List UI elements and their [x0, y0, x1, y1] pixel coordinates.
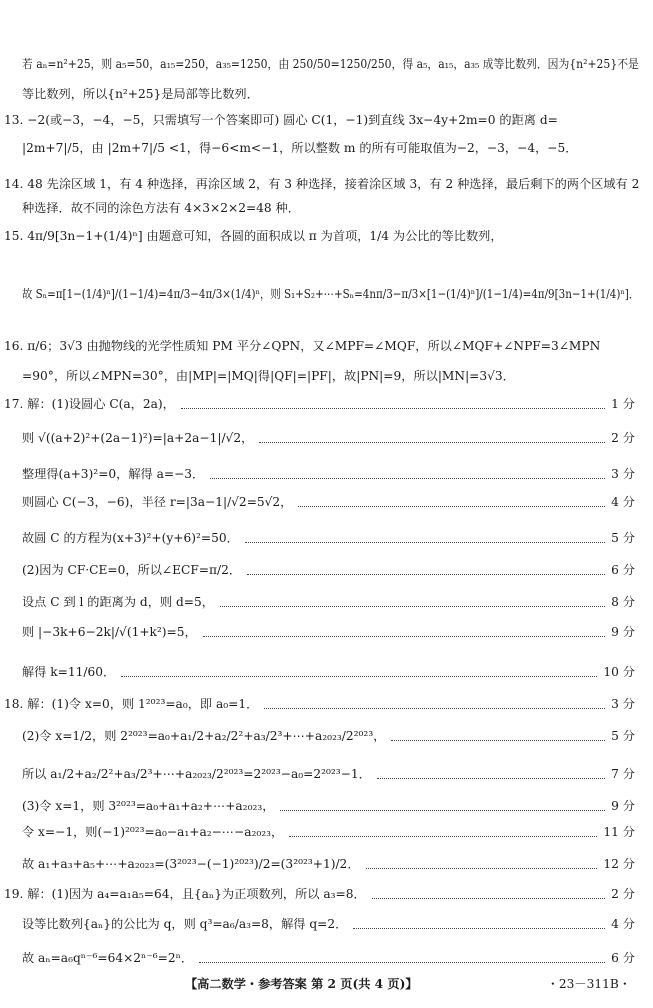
dotted-leader [210, 478, 605, 479]
solution-step: 设等比数列{aₙ}的公比为 q，则 q³=a₆/a₃=8，解得 q=2． [22, 917, 348, 931]
score-label: 5 分 [611, 531, 635, 545]
score-label: 6 分 [611, 563, 635, 577]
answer-line: 16. π/6；3√3 由抛物线的光学性质知 PM 平分∠QPN，又∠MPF=∠MQF，所以∠MQF+∠NPF=3∠MPN [4, 339, 601, 353]
solution-step: 故圆 C 的方程为(x+3)²+(y+6)²=50． [22, 531, 239, 545]
solution-step: 所以 a₁/2+a₂/2²+a₃/2³+⋯+a₂₀₂₃/2²⁰²³=2²⁰²³−a₀=2²⁰²³−1． [22, 767, 371, 781]
dotted-leader [259, 442, 605, 443]
dotted-leader [298, 506, 605, 507]
dotted-leader [245, 542, 605, 543]
solution-step: 则圆心 C(−3，−6)，半径 r=|3a−1|/√2=5√2， [22, 495, 293, 509]
dotted-leader [247, 574, 605, 575]
answer-line: 15. 4π/9[3n−1+(1/4)ⁿ] 由题意可知，各圆的面积成以 π 为首项，1/4 为公比的等比数列， [4, 229, 503, 243]
score-label: 7 分 [611, 767, 635, 781]
answer-line: 种选择．故不同的涂色方法有 4×3×2×2=48 种． [22, 201, 300, 215]
score-label: 10 分 [603, 665, 635, 679]
score-label: 4 分 [611, 917, 635, 931]
answer-line: |2m+7|/5，由 |2m+7|/5 <1，得−6<m<−1，所以整数 m 的所有可能取值为−2，−3，−4，−5． [22, 141, 578, 155]
page-footer [0, 975, 653, 991]
solution-step: 令 x=−1，则(−1)²⁰²³=a₀−a₁+a₂−⋯−a₂₀₂₃， [22, 825, 284, 839]
solution-step: (2)因为 CF·CE=0，所以∠ECF=π/2． [22, 563, 242, 577]
solution-step: 故 aₙ=a₆qⁿ⁻⁶=64×2ⁿ⁻⁶=2ⁿ． [22, 951, 194, 965]
solution-step: 故 a₁+a₃+a₅+⋯+a₂₀₂₃=(3²⁰²³−(−1)²⁰²³)/2=(3²⁰²³+1)/2． [22, 857, 360, 871]
score-label: 12 分 [603, 857, 635, 871]
score-label: 2 分 [611, 887, 635, 901]
dotted-leader [372, 898, 606, 899]
score-label: 3 分 [611, 467, 635, 481]
answer-line: 14. 48 先涂区域 1，有 4 种选择，再涂区域 2，有 3 种选择，接着涂区域 3，有 2 种选择，最后剩下的两个区域有 2 [4, 177, 640, 191]
dotted-leader [391, 740, 605, 741]
answer-line: 等比数列，所以{n²+25}是局部等比数列． [22, 87, 259, 101]
answer-line: 13. −2(或−3，−4，−5，只需填写一个答案即可) 圆心 C(1，−1)到直线 3x−4y+2m=0 的距离 d= [4, 113, 558, 127]
solution-step: 18. 解：(1)令 x=0，则 1²⁰²³=a₀，即 a₀=1． [4, 697, 259, 711]
score-label: 9 分 [611, 799, 635, 813]
solution-step: 解得 k=11/60． [22, 665, 116, 679]
score-label: 8 分 [611, 595, 635, 609]
score-label: 3 分 [611, 697, 635, 711]
dotted-leader [220, 606, 605, 607]
solution-step: 则 √((a+2)²+(2a−1)²)=|a+2a−1|/√2， [22, 431, 254, 445]
dotted-leader [289, 836, 597, 837]
dotted-leader [353, 928, 605, 929]
dotted-leader [199, 962, 605, 963]
answer-line: =90°，所以∠MPN=30°，由|MP|=|MQ|得|QF|=|PF|，故|PN|=9，所以|MN|=3√3． [22, 369, 515, 383]
solution-step: 设点 C 到 l 的距离为 d，则 d=5， [22, 595, 214, 609]
score-label: 4 分 [611, 495, 635, 509]
footer-code: ・23－311B・ [546, 977, 631, 991]
dotted-leader [366, 868, 598, 869]
score-label: 6 分 [611, 951, 635, 965]
dotted-leader [203, 636, 605, 637]
solution-step: (3)令 x=1，则 3²⁰²³=a₀+a₁+a₂+⋯+a₂₀₂₃， [22, 799, 275, 813]
dotted-leader [280, 810, 605, 811]
score-label: 9 分 [611, 625, 635, 639]
solution-step: 整理得(a+3)²=0，解得 a=−3． [22, 467, 205, 481]
dotted-leader [264, 708, 605, 709]
solution-step: 则 |−3k+6−2k|/√(1+k²)=5， [22, 625, 197, 639]
dotted-leader [377, 778, 605, 779]
dotted-leader [181, 408, 605, 409]
score-label: 5 分 [611, 729, 635, 743]
solution-step: 19. 解：(1)因为 a₄=a₁a₅=64，且{aₙ}为正项数列，所以 a₃=8． [4, 887, 366, 901]
footer-page-info: 【高二数学・参考答案 第 2 页(共 4 页)】 [185, 977, 418, 991]
solution-step: 17. 解：(1)设圆心 C(a，2a)， [4, 397, 175, 411]
dotted-leader [121, 676, 597, 677]
solution-step: (2)令 x=1/2，则 2²⁰²³=a₀+a₁/2+a₂/2²+a₃/2³+⋯+a₂₀₂₃/2²⁰²³， [22, 729, 386, 743]
answer-line: 若 aₙ=n²+25，则 a₅=50，a₁₅=250，a₃₅=1250，由 250/50=1250/250，得 a₅，a₁₅，a₃₅ 成等比数列．因为{n²+25}不是 [22, 57, 639, 71]
score-label: 1 分 [611, 397, 635, 411]
score-label: 11 分 [603, 825, 635, 839]
answer-line: 故 Sₙ=π[1−(1/4)ⁿ]/(1−1/4)=4π/3−4π/3×(1/4)ⁿ，则 S₁+S₂+⋯+Sₙ=4nπ/3−π/3×[1−(1/4)ⁿ]/(1−1/4)=4π/9[3n−1+(1/4)ⁿ]． [22, 287, 640, 301]
score-label: 2 分 [611, 431, 635, 445]
